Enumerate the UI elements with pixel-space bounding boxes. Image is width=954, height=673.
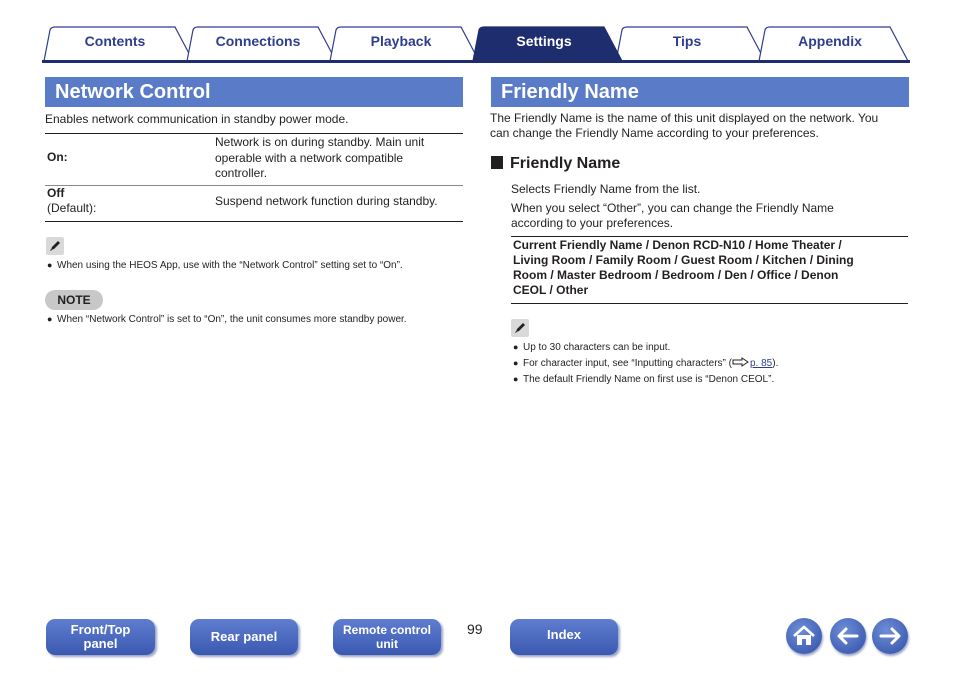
tab-underline <box>42 60 910 63</box>
memo-bullet <box>513 356 778 371</box>
memo-bullet-text: ). <box>772 358 779 369</box>
option-off-description: Suspend network function during standby. <box>215 194 438 208</box>
friendly-name-subheading <box>491 154 620 174</box>
options-line: Living Room / Family Room / Guest Room / Kitchen / Dining <box>513 253 854 267</box>
option-on-description <box>215 135 424 182</box>
tab-settings[interactable]: Settings <box>516 33 572 49</box>
memo-bullet-text: Up to 30 characters can be input. <box>523 342 671 353</box>
pencil-memo-icon <box>511 319 529 337</box>
bullet-dot-icon: ● <box>513 342 519 352</box>
home-button[interactable] <box>786 618 822 654</box>
note-bullet-text: When “Network Control” is set to “On”, the unit consumes more standby power. <box>57 314 407 325</box>
options-line: CEOL / Other <box>513 283 589 297</box>
back-arrow-icon <box>830 618 866 654</box>
option-on-label: On: <box>47 150 68 164</box>
friendly-name-desc2 <box>511 201 834 231</box>
forward-arrow-icon <box>872 618 908 654</box>
index-button[interactable]: Index <box>510 619 618 655</box>
tab-tips[interactable]: Tips <box>672 33 702 49</box>
tab-connections[interactable]: Connections <box>215 33 301 49</box>
remote-control-unit-button[interactable] <box>333 619 441 655</box>
button-label-line: Front/Top <box>70 622 131 637</box>
memo-bullet-text: When using the HEOS App, use with the “Network Control” setting set to “On”. <box>57 260 403 271</box>
pointing-hand-icon <box>732 357 750 367</box>
pencil-memo-icon <box>46 237 64 255</box>
options-bottom-rule <box>511 303 908 304</box>
options-top-rule <box>511 236 908 237</box>
option-off-default-note: (Default): <box>47 201 97 215</box>
button-label-line: Remote control <box>342 623 431 637</box>
desc-line: controller. <box>215 166 268 180</box>
table-row-divider <box>45 185 463 186</box>
intro-line: can change the Friendly Name according to your preferences. <box>490 126 819 140</box>
network-control-header: Network Control <box>45 77 463 107</box>
rear-panel-button[interactable]: Rear panel <box>190 619 298 655</box>
bullet-dot-icon: ● <box>47 314 53 324</box>
table-top-rule <box>45 133 463 134</box>
friendly-name-desc1: Selects Friendly Name from the list. <box>511 182 701 196</box>
bullet-dot-icon: ● <box>513 374 519 384</box>
tab-playback[interactable]: Playback <box>370 33 432 49</box>
forward-button[interactable] <box>872 618 908 654</box>
desc-line: Network is on during standby. Main unit <box>215 135 425 149</box>
desc-line: When you select “Other”, you can change the Friendly Name <box>511 201 834 215</box>
tab-appendix[interactable]: Appendix <box>798 33 862 49</box>
memo-bullet <box>47 258 403 273</box>
intro-line: The Friendly Name is the name of this unit displayed on the network. You <box>490 111 879 125</box>
friendly-name-options <box>513 238 854 298</box>
home-icon <box>786 618 822 654</box>
tab-contents[interactable]: Contents <box>84 33 146 49</box>
page-number: 99 <box>467 621 483 637</box>
options-line: Room / Master Bedroom / Bedroom / Den / Office / Denon <box>513 268 839 282</box>
note-badge: NOTE <box>45 290 103 310</box>
square-bullet-icon <box>491 156 503 169</box>
back-button[interactable] <box>830 618 866 654</box>
subheading-text: Friendly Name <box>510 155 621 172</box>
memo-bullet <box>513 372 774 387</box>
bullet-dot-icon: ● <box>47 260 53 270</box>
front-top-panel-button[interactable] <box>46 619 155 655</box>
friendly-name-intro <box>490 111 878 141</box>
options-line: Current Friendly Name / Denon RCD-N10 / Home Theater / <box>513 238 842 252</box>
friendly-name-header: Friendly Name <box>491 77 909 107</box>
top-tab-bar <box>42 26 910 62</box>
network-control-intro: Enables network communication in standby power mode. <box>45 112 349 126</box>
desc-line: operable with a network compatible <box>215 150 404 165</box>
memo-bullet-text: The default Friendly Name on first use is “Denon CEOL”. <box>523 374 775 385</box>
table-bottom-rule <box>45 221 463 222</box>
page-link-p85[interactable]: p. 85 <box>749 358 773 369</box>
button-label-line: unit <box>376 637 398 651</box>
memo-bullet-text: For character input, see “Inputting characters” ( <box>523 358 732 369</box>
note-bullet <box>47 312 407 327</box>
option-off-label: Off <box>47 186 65 200</box>
button-label-line: panel <box>83 636 118 651</box>
memo-bullet <box>513 340 670 355</box>
bullet-dot-icon: ● <box>513 358 519 368</box>
desc-line: according to your preferences. <box>511 216 674 230</box>
